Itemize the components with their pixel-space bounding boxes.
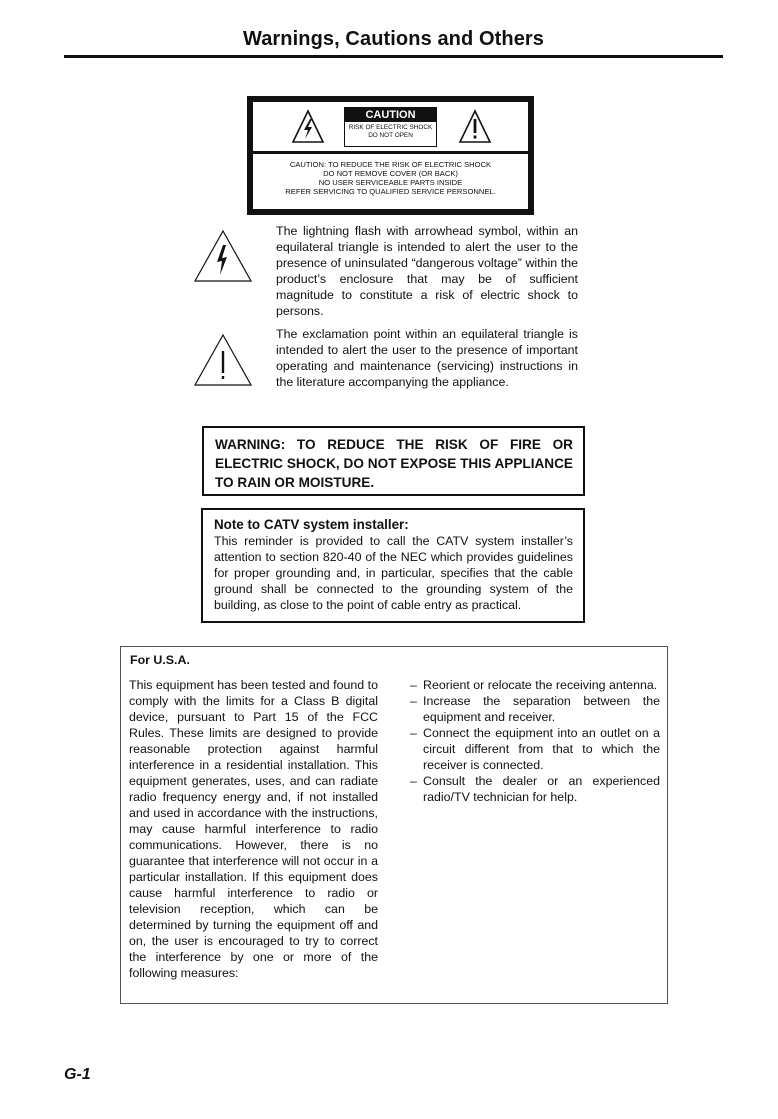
- exclamation-triangle-icon: [193, 333, 253, 387]
- usa-measures-list: [410, 677, 660, 805]
- note-title: Note to CATV system installer:: [214, 517, 409, 532]
- lightning-explanation: The lightning flash with arrowhead symbol, within an equilateral triangle is intended to alert the user to the presence of uninsulated “dangerous voltage” within the product’s enclosure that may be of sufficient magnitude to constitute a risk of electric shock to persons.: [276, 224, 578, 318]
- dash-bullet: –: [410, 774, 417, 788]
- dash-bullet: –: [410, 726, 417, 740]
- note-body: This reminder is provided to call the CATV system installer’s attention to section 820-40 of the NEC which provides guidelines for proper grounding and, in particular, specifies that the cable ground shall be connected to the grounding system of the building, as close to the point of cable entry as practical.: [214, 534, 573, 612]
- caution-line: NO USER SERVICEABLE PARTS INSIDE: [318, 178, 463, 187]
- measure-text: Connect the equipment into an outlet on a circuit different from that to which the receiver is connected.: [423, 726, 660, 772]
- dash-bullet: –: [410, 694, 417, 708]
- caution-plate: [344, 107, 437, 147]
- title-rule: [64, 55, 723, 58]
- list-item: [410, 725, 660, 773]
- list-item: [410, 677, 660, 693]
- measure-text: Consult the dealer or an experienced radio/TV technician for help.: [423, 774, 660, 804]
- exclamation-triangle-icon: [458, 109, 492, 144]
- page-number: G-1: [64, 1066, 91, 1083]
- caution-label-inner: [253, 102, 528, 209]
- caution-sub: [345, 122, 436, 139]
- caution-sub-line: RISK OF ELECTRIC SHOCK: [348, 124, 433, 131]
- caution-line: CAUTION: TO REDUCE THE RISK OF ELECTRIC SHOCK: [289, 160, 492, 169]
- lightning-triangle-icon: [291, 109, 325, 144]
- list-item: [410, 693, 660, 725]
- exclamation-explanation: The exclamation point within an equilateral triangle is intended to alert the user to the presence of important operating and maintenance (servicing) instructions in the literature accompanying the appliance.: [276, 327, 578, 389]
- usa-fcc-box: [120, 646, 668, 1004]
- page-title: Warnings, Cautions and Others: [242, 28, 545, 50]
- caution-label-text: [253, 154, 528, 209]
- warning-box: [202, 426, 585, 496]
- caution-label-top: [253, 102, 528, 151]
- usa-heading: For U.S.A.: [130, 653, 190, 667]
- caution-label: [247, 96, 534, 215]
- caution-line: REFER SERVICING TO QUALIFIED SERVICE PERSONNEL.: [285, 187, 496, 196]
- dash-bullet: –: [410, 678, 417, 692]
- warning-text: WARNING: TO REDUCE THE RISK OF FIRE OR ELECTRIC SHOCK, DO NOT EXPOSE THIS APPLIANCE TO RAIN OR MOISTURE.: [215, 437, 573, 490]
- usa-body: This equipment has been tested and found to comply with the limits for a Class B digital device, pursuant to Part 15 of the FCC Rules. These limits are designed to provide reasonable protection against harmful interference in a residential installation. This equipment generates, uses, and can radiate radio frequency energy and, if not installed and used in accordance with the instructions, may cause harmful interference to radio communications. However, there is no guarantee that interference will not occur in a particular installation. If this equipment does cause harmful interference to radio or television reception, which can be determined by turning the equipment off and on, the user is encouraged to try to correct the interference by one or more of the following measures:: [129, 678, 378, 980]
- caution-line: DO NOT REMOVE COVER (OR BACK): [323, 169, 458, 178]
- caution-sub-line: DO NOT OPEN: [368, 131, 413, 139]
- measure-text: Reorient or relocate the receiving antenna.: [423, 678, 658, 692]
- catv-note-box: [201, 508, 585, 623]
- lightning-triangle-icon: [193, 229, 253, 283]
- measure-text: Increase the separation between the equipment and receiver.: [423, 694, 660, 724]
- caution-word: CAUTION: [345, 108, 436, 122]
- list-item: [410, 773, 660, 805]
